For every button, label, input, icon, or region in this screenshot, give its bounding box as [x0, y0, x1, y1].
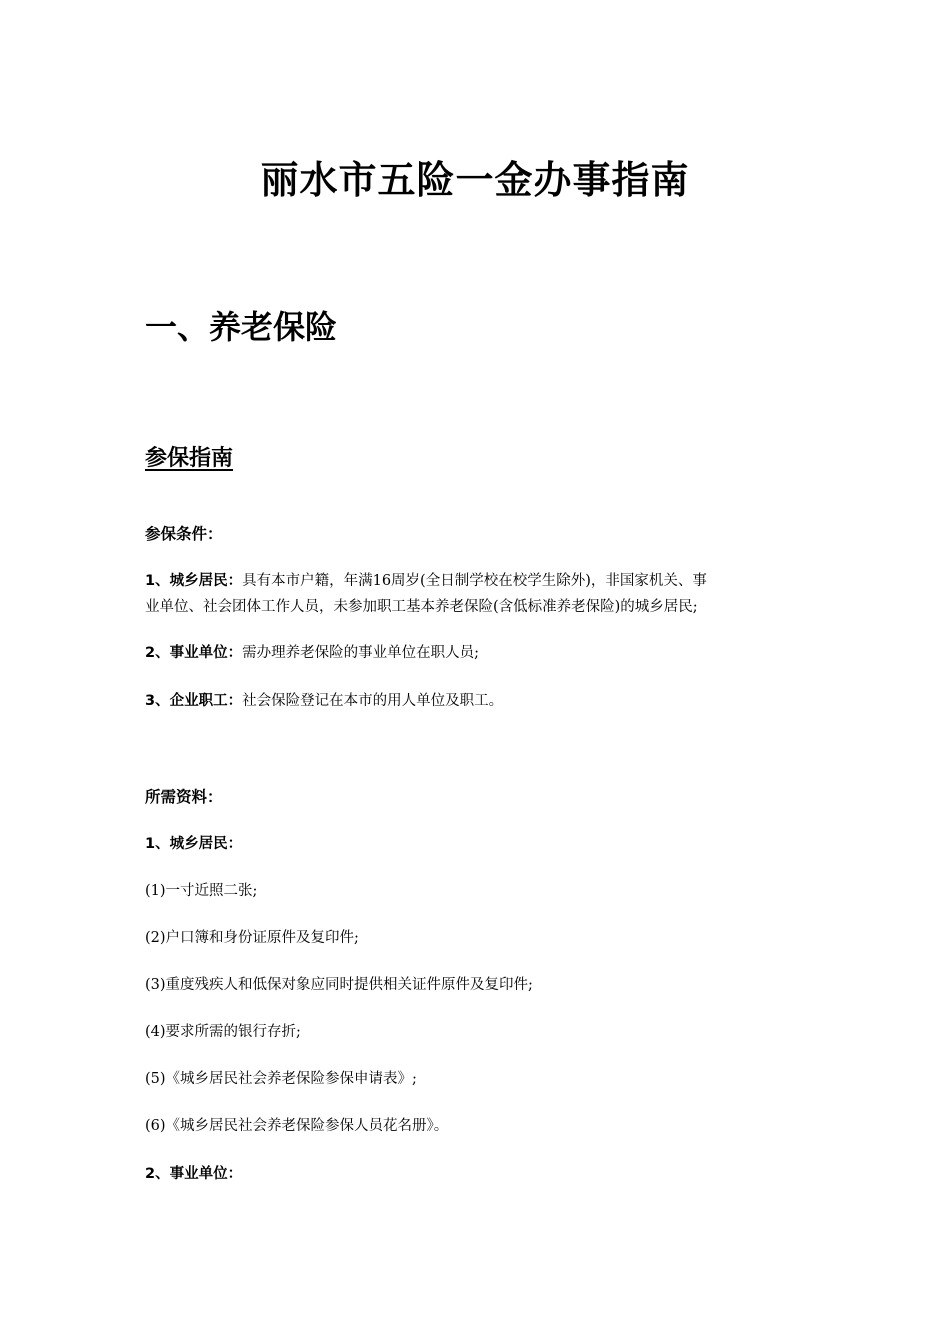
section-heading-pension: 一、养老保险 [145, 308, 338, 346]
condition-item-3-term: 企业职工： [169, 693, 243, 709]
materials-group1-title: 1、城乡居民： [145, 836, 243, 852]
condition-item-2-term: 事业单位： [169, 645, 243, 661]
materials-item-5: (5)《城乡居民社会养老保险参保申请表》; [145, 1071, 417, 1087]
subheading-enrollment-guide: 参保指南 [145, 446, 234, 471]
condition-item-1-line1 [145, 568, 805, 594]
materials-item-6: (6)《城乡居民社会养老保险参保人员花名册》。 [145, 1118, 449, 1134]
condition-item-1-num: 1、 [145, 573, 170, 589]
condition-item-1-text-line1: 具有本市户籍，年满16周岁(全日制学校在校学生除外)，非国家机关、事 [242, 573, 707, 589]
document-title: 丽水市五险一金办事指南 [260, 158, 690, 202]
condition-item-3 [145, 688, 805, 714]
condition-item-3-num: 3、 [145, 693, 170, 709]
conditions-label: 参保条件： [145, 525, 223, 543]
condition-item-2 [145, 640, 805, 666]
materials-label: 所需资料： [145, 788, 223, 806]
condition-item-2-num: 2、 [145, 645, 170, 661]
materials-item-3: (3)重度残疾人和低保对象应同时提供相关证件原件及复印件; [145, 977, 533, 993]
condition-item-2-text: 需办理养老保险的事业单位在职人员; [242, 645, 479, 661]
materials-item-1: (1)一寸近照二张; [145, 883, 258, 899]
materials-group2-title: 2、事业单位： [145, 1166, 243, 1182]
condition-item-1-line2: 业单位、社会团体工作人员，未参加职工基本养老保险(含低标准养老保险)的城乡居民; [145, 599, 698, 615]
condition-item-3-text: 社会保险登记在本市的用人单位及职工。 [242, 693, 504, 709]
condition-item-1-term: 城乡居民： [169, 573, 243, 589]
materials-item-2: (2)户口簿和身份证原件及复印件; [145, 930, 359, 946]
materials-item-4: (4)要求所需的银行存折; [145, 1024, 301, 1040]
